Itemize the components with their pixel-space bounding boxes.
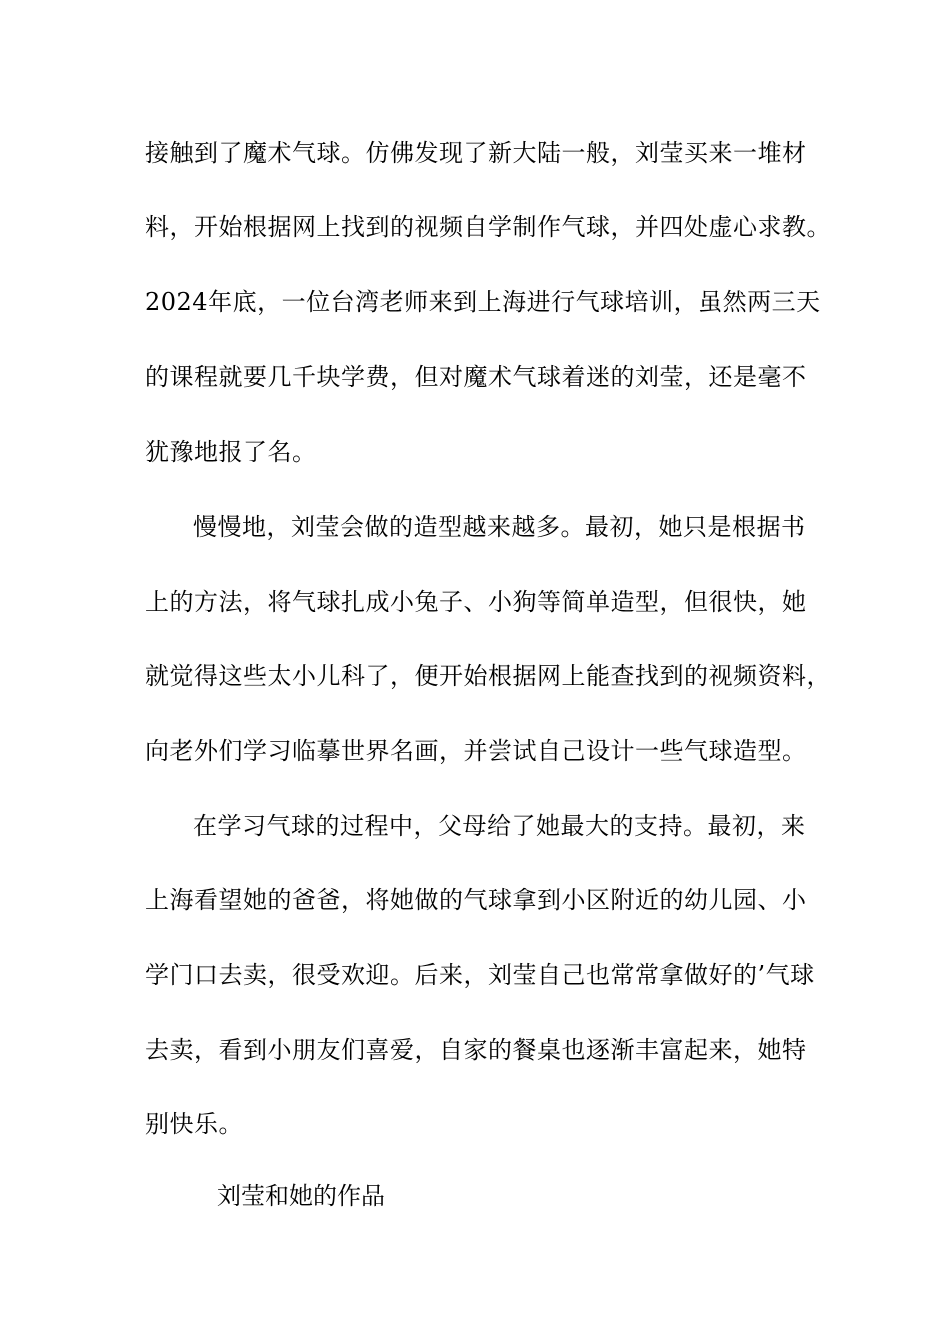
paragraph-3-line-4: 去卖，看到小朋友们喜爱，自家的餐桌也逐渐丰富起来，她特 xyxy=(145,1036,807,1064)
paragraph-2-line-2: 上的方法，将气球扎成小兔子、小狗等简单造型，但很快，她 xyxy=(145,588,807,616)
text-line-5: 犹豫地报了名。 xyxy=(145,438,317,466)
text-line-1: 接触到了魔术气球。仿佛发现了新大陆一般，刘莹买来一堆材 xyxy=(145,139,807,167)
paragraph-3-line-1: 在学习气球的过程中，父母给了她最大的支持。最初，来 xyxy=(193,812,806,840)
paragraph-2-line-3: 就觉得这些太小儿科了，便开始根据网上能查找到的视频资料， xyxy=(145,662,831,690)
text-line-3: 2024年底，一位台湾老师来到上海进行气球培训，虽然两三天 xyxy=(145,288,821,316)
paragraph-3-line-5: 别快乐。 xyxy=(145,1110,243,1138)
text-line-4: 的课程就要几千块学费，但对魔术气球着迷的刘莹，还是毫不 xyxy=(145,363,807,391)
paragraph-2-line-4: 向老外们学习临摹世界名画，并尝试自己设计一些气球造型。 xyxy=(145,737,807,765)
paragraph-3-line-3: 学门口去卖，很受欢迎。后来，刘莹自己也常常拿做好的’气球 xyxy=(145,961,815,989)
image-caption: 刘莹和她的作品 xyxy=(217,1182,385,1210)
text-line-2: 料，开始根据网上找到的视频自学制作气球，并四处虚心求教。 xyxy=(145,213,831,241)
paragraph-2-line-1: 慢慢地，刘莹会做的造型越来越多。最初，她只是根据书 xyxy=(193,513,806,541)
paragraph-3-line-2: 上海看望她的爸爸，将她做的气球拿到小区附近的幼儿园、小 xyxy=(145,886,807,914)
